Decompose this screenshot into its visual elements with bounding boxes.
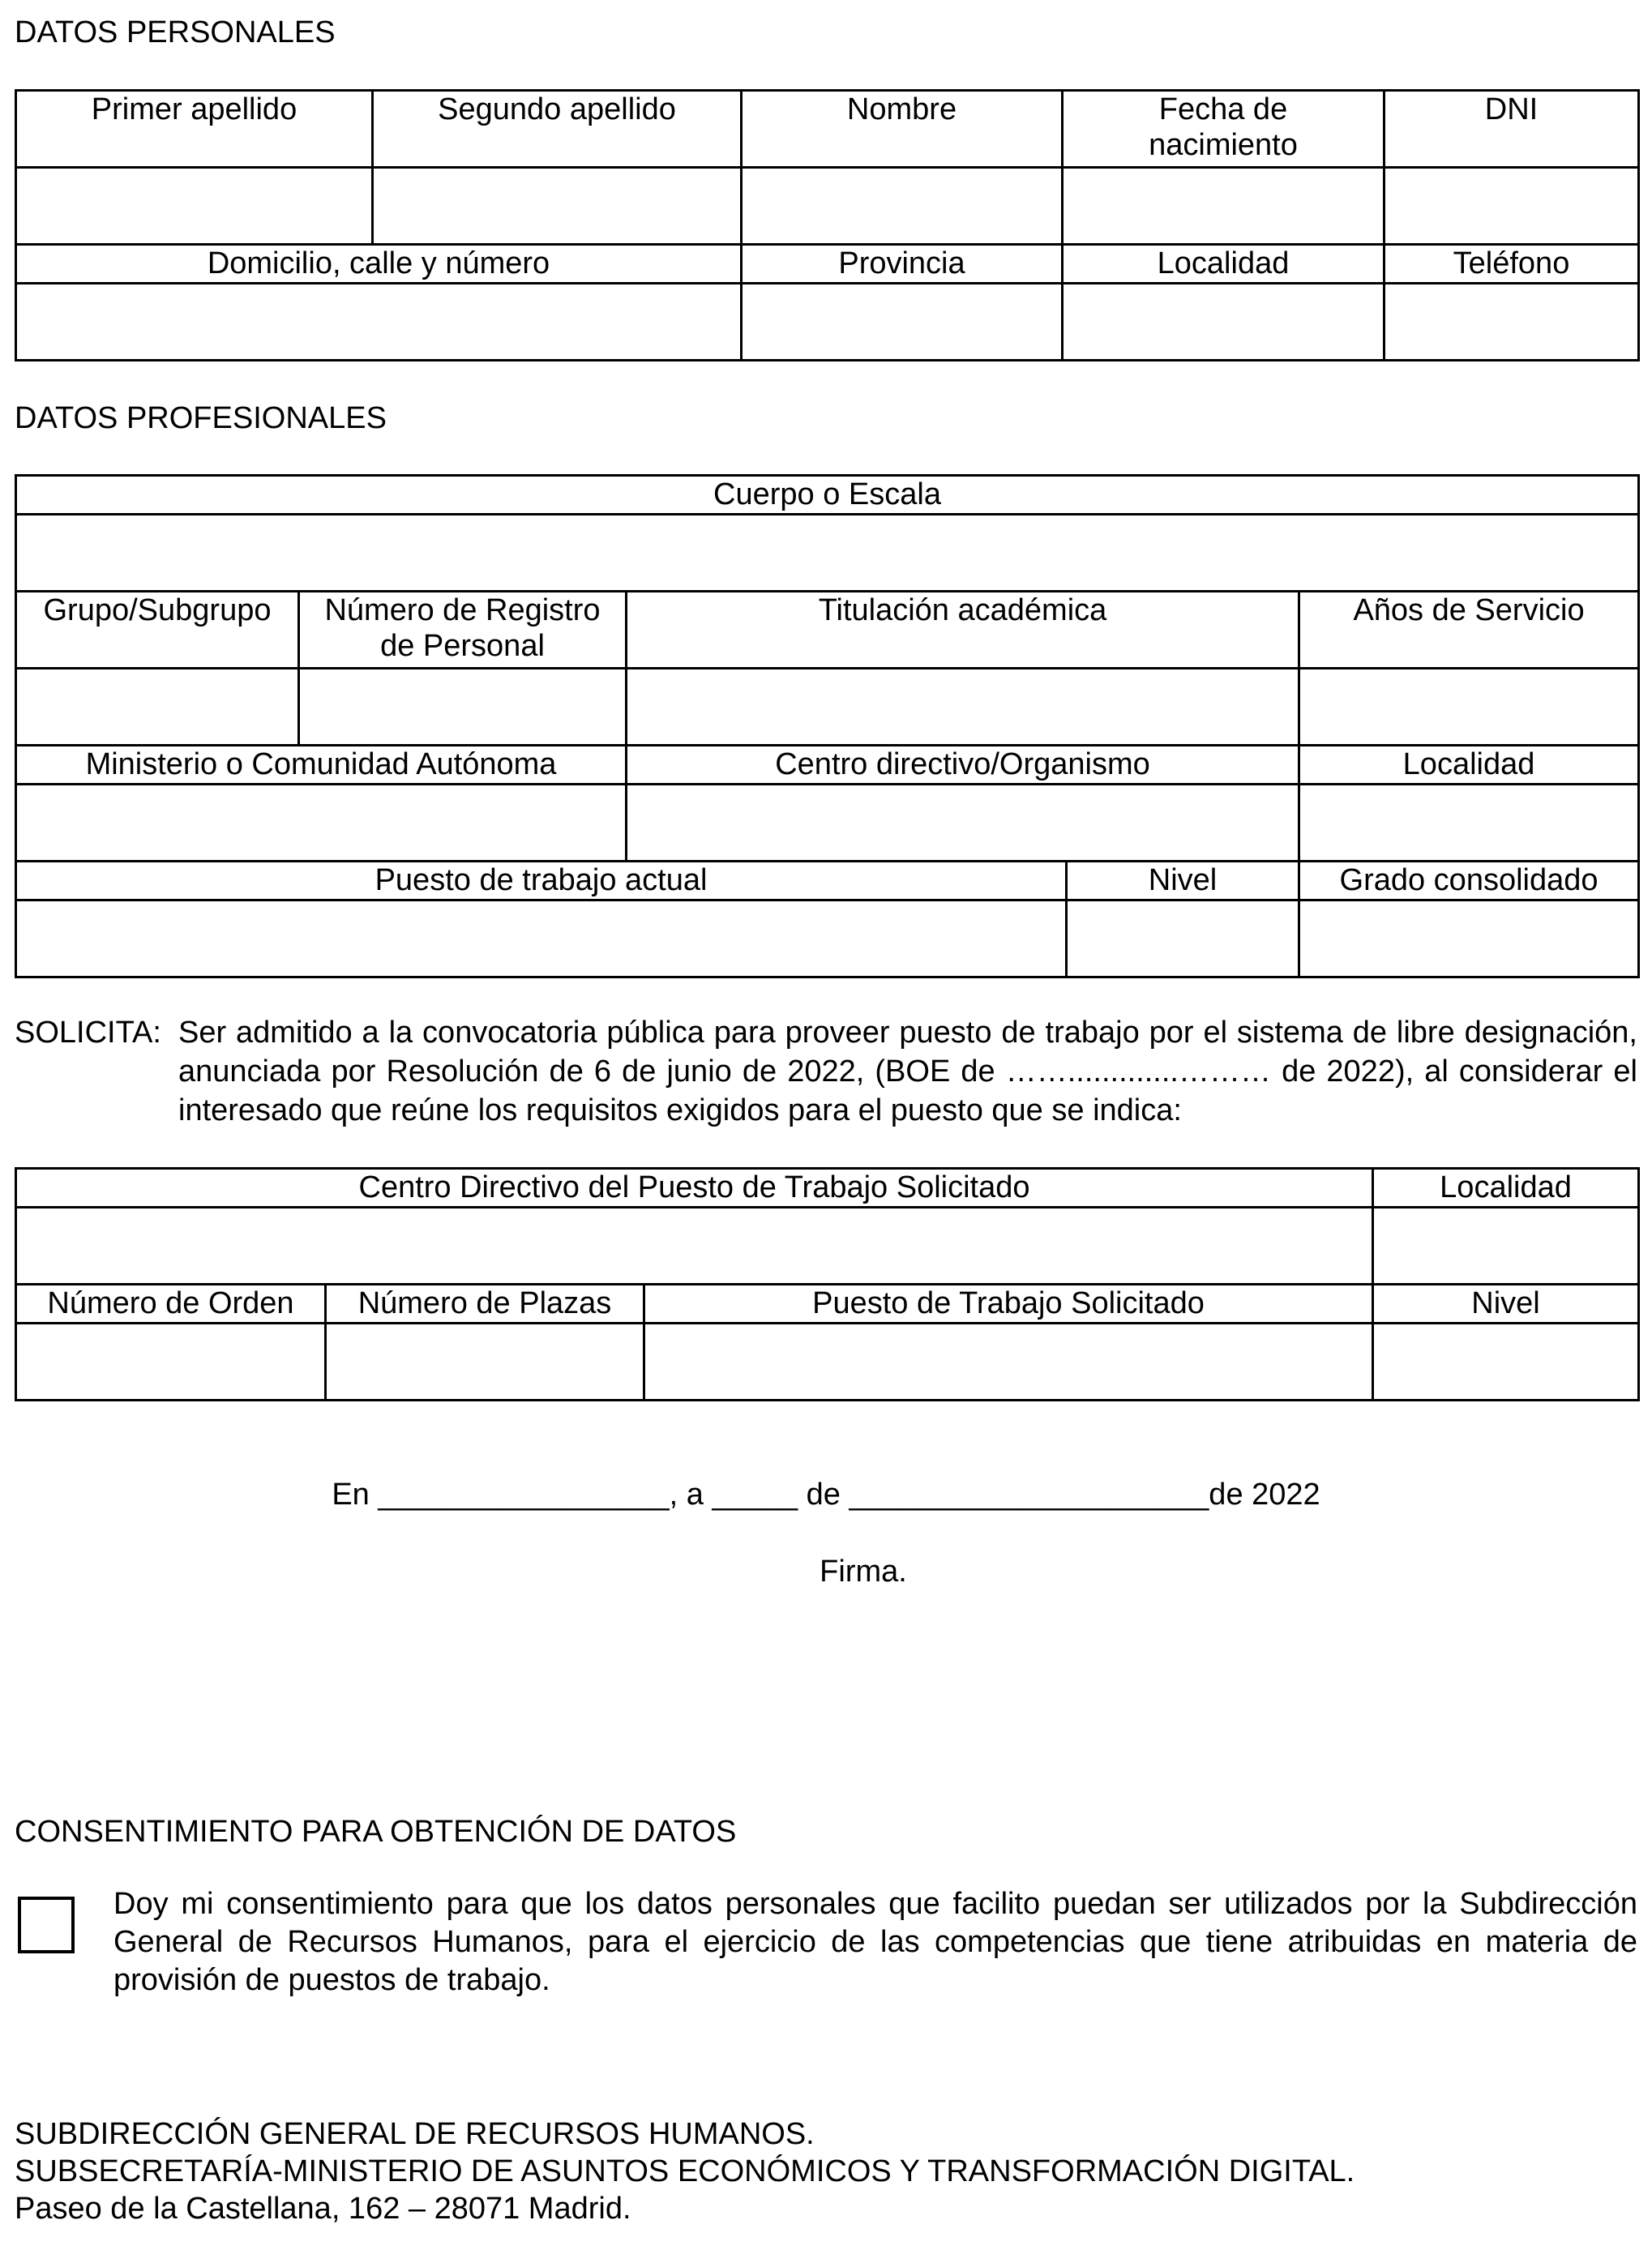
- solicita-label: SOLICITA:: [15, 1016, 161, 1050]
- fecha-nacimiento-field[interactable]: [1063, 168, 1385, 245]
- solicita-text: Ser admitido a la convocatoria pública para proveer puesto de trabajo por el sistema de libre designación, anunciada por Resolución de 6 de junio de 2022, (BOE de …….............……… de 2022), al considerar el interesado que reúne los requisitos exigidos para el puesto que se indica:: [178, 1016, 1637, 1127]
- grupo-field[interactable]: [16, 669, 299, 746]
- segundo-apellido-label: Segundo apellido: [373, 91, 742, 168]
- localidad-field[interactable]: [1063, 284, 1385, 361]
- nrp-label: [299, 592, 627, 669]
- datos-personales-heading: DATOS PERSONALES: [15, 15, 336, 49]
- footer-line-2: SUBSECRETARÍA-MINISTERIO DE ASUNTOS ECONÓMICOS Y TRANSFORMACIÓN DIGITAL.: [15, 2154, 1355, 2188]
- nrp-field[interactable]: [299, 669, 627, 746]
- nrp-label-line2: de Personal: [380, 629, 545, 663]
- fecha-nacimiento-label-line1: Fecha de: [1158, 92, 1288, 126]
- centro-directivo-label: Centro directivo/Organismo: [627, 746, 1299, 785]
- ministerio-field[interactable]: [16, 785, 627, 862]
- dni-label: DNI: [1385, 91, 1639, 168]
- nivel-solicitado-label: Nivel: [1373, 1285, 1639, 1324]
- puesto-solicitado-label: Puesto de Trabajo Solicitado: [644, 1285, 1373, 1324]
- centro-solicitado-label: Centro Directivo del Puesto de Trabajo Solicitado: [16, 1169, 1373, 1208]
- firma-label: Firma.: [820, 1555, 907, 1589]
- anos-servicio-field[interactable]: [1299, 669, 1639, 746]
- provincia-field[interactable]: [742, 284, 1063, 361]
- date-line[interactable]: En _________________, a _____ de _____________________de 2022: [332, 1478, 1320, 1512]
- primer-apellido-label: Primer apellido: [16, 91, 373, 168]
- telefono-label: Teléfono: [1385, 245, 1639, 284]
- datos-profesionales-heading: DATOS PROFESIONALES: [15, 401, 387, 435]
- nivel-actual-label: Nivel: [1067, 862, 1299, 900]
- consent-checkbox[interactable]: [18, 1897, 75, 1953]
- nivel-actual-field[interactable]: [1067, 900, 1299, 977]
- datos-personales-table: [15, 89, 1640, 361]
- localidad-profesional-field[interactable]: [1299, 785, 1639, 862]
- localidad-solicitada-label: Localidad: [1373, 1169, 1639, 1208]
- consentimiento-heading: CONSENTIMIENTO PARA OBTENCIÓN DE DATOS: [15, 1815, 737, 1849]
- grado-consolidado-label: Grado consolidado: [1299, 862, 1639, 900]
- puesto-actual-label: Puesto de trabajo actual: [16, 862, 1067, 900]
- segundo-apellido-field[interactable]: [373, 168, 742, 245]
- domicilio-field[interactable]: [16, 284, 742, 361]
- fecha-nacimiento-label-line2: nacimiento: [1149, 128, 1298, 162]
- consent-text: Doy mi consentimiento para que los datos personales que facilito puedan ser utilizados por la Subdirección General de Recursos Humanos, para el ejercicio de las competencias que tiene atribuidas en materia de provisión de puestos de trabajo.: [113, 1887, 1637, 1997]
- fecha-nacimiento-label: [1063, 91, 1385, 168]
- grupo-label: Grupo/Subgrupo: [16, 592, 299, 669]
- numero-plazas-field[interactable]: [326, 1324, 644, 1401]
- footer-line-3: Paseo de la Castellana, 162 – 28071 Madrid.: [15, 2192, 631, 2226]
- centro-solicitado-field[interactable]: [16, 1208, 1373, 1285]
- provincia-label: Provincia: [742, 245, 1063, 284]
- grado-consolidado-field[interactable]: [1299, 900, 1639, 977]
- localidad-solicitada-field[interactable]: [1373, 1208, 1639, 1285]
- cuerpo-escala-field[interactable]: [16, 515, 1639, 592]
- titulacion-label: Titulación académica: [627, 592, 1299, 669]
- puesto-solicitado-table: [15, 1167, 1640, 1401]
- ministerio-label: Ministerio o Comunidad Autónoma: [16, 746, 627, 785]
- numero-orden-field[interactable]: [16, 1324, 326, 1401]
- nrp-label-line1: Número de Registro: [324, 593, 601, 627]
- nombre-label: Nombre: [742, 91, 1063, 168]
- anos-servicio-label: Años de Servicio: [1299, 592, 1639, 669]
- titulacion-field[interactable]: [627, 669, 1299, 746]
- puesto-actual-field[interactable]: [16, 900, 1067, 977]
- numero-plazas-label: Número de Plazas: [326, 1285, 644, 1324]
- localidad-label: Localidad: [1063, 245, 1385, 284]
- localidad-profesional-label: Localidad: [1299, 746, 1639, 785]
- domicilio-label: Domicilio, calle y número: [16, 245, 742, 284]
- nombre-field[interactable]: [742, 168, 1063, 245]
- centro-directivo-field[interactable]: [627, 785, 1299, 862]
- datos-profesionales-table: [15, 474, 1640, 978]
- footer-address: [15, 2115, 1355, 2227]
- dni-field[interactable]: [1385, 168, 1639, 245]
- cuerpo-escala-label: Cuerpo o Escala: [16, 476, 1639, 515]
- numero-orden-label: Número de Orden: [16, 1285, 326, 1324]
- primer-apellido-field[interactable]: [16, 168, 373, 245]
- telefono-field[interactable]: [1385, 284, 1639, 361]
- footer-line-1: SUBDIRECCIÓN GENERAL DE RECURSOS HUMANOS.: [15, 2117, 815, 2151]
- nivel-solicitado-field[interactable]: [1373, 1324, 1639, 1401]
- puesto-solicitado-field[interactable]: [644, 1324, 1373, 1401]
